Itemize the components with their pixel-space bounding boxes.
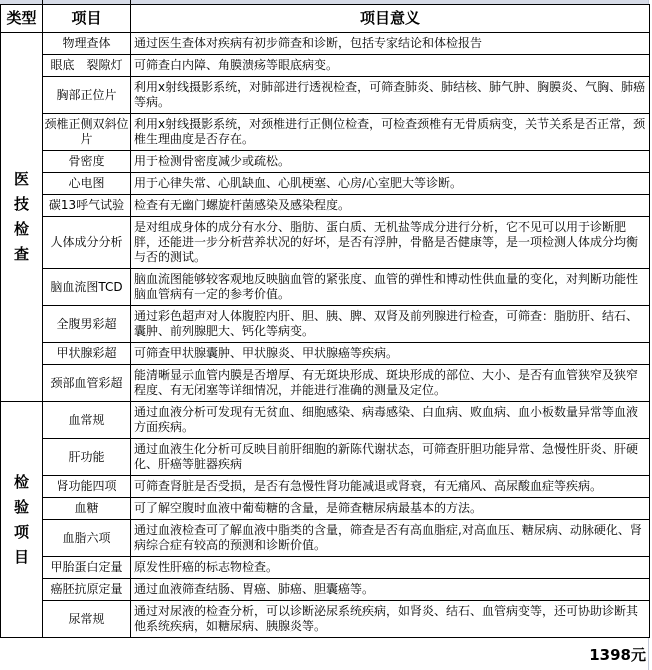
category-label: 医技检查 (13, 170, 29, 263)
table-row (1, 114, 650, 151)
table-row (1, 520, 650, 557)
table-row (1, 601, 650, 638)
meaning-cell: 检查有无幽门螺旋杆菌感染及感染程度。 (131, 195, 650, 217)
meaning-cell: 通过血液检查可了解血液中脂类的含量，筛查是否有高血脂症,对高血压、糖尿病、动脉硬化、肾病综合症有较高的预测和诊断价值。 (131, 520, 650, 557)
item-cell: 血脂六项 (43, 520, 131, 557)
table-row (1, 173, 650, 195)
meaning-cell: 能清晰显示血管内膜是否增厚、有无斑块形成、斑块形成的部位、大小、是否有血管狭窄及狭窄程度、有无闭塞等详细情况，并能进行准确的测量及定位。 (131, 365, 650, 402)
item-cell: 肝功能 (43, 439, 131, 476)
table-row (1, 476, 650, 498)
item-cell: 颈部血管彩超 (43, 365, 131, 402)
table-row (1, 343, 650, 365)
header-row (1, 5, 650, 33)
item-cell: 物理查体 (43, 33, 131, 55)
header-item: 项目 (43, 5, 131, 33)
table-row (1, 77, 650, 114)
item-cell: 心电图 (43, 173, 131, 195)
category-cell-medtech (1, 33, 43, 402)
table-row (1, 151, 650, 173)
meaning-cell: 利用x射线摄影系统，对肺部进行透视检查，可筛查肺炎、肺结核、肺气肿、胸膜炎、气胸、肺癌等病。 (131, 77, 650, 114)
item-cell: 脑血流图TCD (43, 269, 131, 306)
item-cell: 胸部正位片 (43, 77, 131, 114)
table-row (1, 557, 650, 579)
table-row (1, 306, 650, 343)
table-row (1, 498, 650, 520)
meaning-cell: 用于心律失常、心肌缺血、心肌梗塞、心房/心室肥大等诊断。 (131, 173, 650, 195)
table-row (1, 33, 650, 55)
checkup-items-table (0, 4, 650, 638)
item-cell: 人体成分分析 (43, 217, 131, 269)
item-cell: 血糖 (43, 498, 131, 520)
table-row (1, 365, 650, 402)
meaning-cell: 可筛查白内障、角膜溃疡等眼底病变。 (131, 55, 650, 77)
table-row (1, 439, 650, 476)
meaning-cell: 通过医生查体对疾病有初步筛查和诊断，包括专家结论和体检报告 (131, 33, 650, 55)
meaning-cell: 通过血液生化分析可反映目前肝细胞的新陈代谢状态，可筛查肝胆功能异常、急慢性肝炎、肝硬化、肝癌等脏器疾病 (131, 439, 650, 476)
meaning-cell: 通过血液筛查结肠、胃癌、肺癌、胆囊癌等。 (131, 579, 650, 601)
header-meaning: 项目意义 (131, 5, 650, 33)
item-cell: 肾功能四项 (43, 476, 131, 498)
meaning-cell: 通过血液分析可发现有无贫血、细胞感染、病毒感染、白血病、败血病、血小板数量异常等血液方面疾病。 (131, 402, 650, 439)
meaning-cell: 原发性肝癌的标志物检查。 (131, 557, 650, 579)
category-label: 检验项目 (13, 472, 29, 566)
item-cell: 骨密度 (43, 151, 131, 173)
meaning-cell: 利用x射线摄影系统，对颈椎进行正侧位检查，可检查颈椎有无骨质病变，关节关系是否正常，颈椎生理曲度是否存在。 (131, 114, 650, 151)
table-row (1, 402, 650, 439)
item-cell: 癌胚抗原定量 (43, 579, 131, 601)
meaning-cell: 通过对尿液的检查分析，可以诊断泌尿系统疾病，如肾炎、结石、血管病变等，还可协助诊断其他系统疾病，如糖尿病、胰腺炎等。 (131, 601, 650, 638)
item-cell: 全腹男彩超 (43, 306, 131, 343)
meaning-cell: 用于检测骨密度减少或疏松。 (131, 151, 650, 173)
item-cell: 血常规 (43, 402, 131, 439)
meaning-cell: 可了解空腹时血液中葡萄糖的含量，是筛查糖尿病最基本的方法。 (131, 498, 650, 520)
table-row (1, 579, 650, 601)
item-cell: 甲胎蛋白定量 (43, 557, 131, 579)
item-cell: 尿常规 (43, 601, 131, 638)
meaning-cell: 脑血流图能够较客观地反映脑血管的紧张度、血管的弹性和博动性供血量的变化，对判断功能性脑血管病有一定的参考价值。 (131, 269, 650, 306)
meaning-cell: 是对组成身体的成分有水分、脂肪、蛋白质、无机盐等成分进行分析，它不见可以用于诊断肥胖，还能进一步分析营养状况的好坏，是否有浮肿，骨骼是否健康等，是一项检测人体成分均衡与否的测试。 (131, 217, 650, 269)
item-cell: 眼底 裂隙灯 (43, 55, 131, 77)
table-row (1, 217, 650, 269)
total-price: 1398元 (589, 646, 646, 664)
header-type: 类型 (1, 5, 43, 33)
meaning-cell: 可筛查甲状腺囊肿、甲状腺炎、甲状腺癌等疾病。 (131, 343, 650, 365)
item-cell: 碳13呼气试验 (43, 195, 131, 217)
meaning-cell: 可筛查肾脏是否受损，是否有急慢性肾功能减退或肾衰，有无痛风、高尿酸血症等疾病。 (131, 476, 650, 498)
item-cell: 甲状腺彩超 (43, 343, 131, 365)
table-row (1, 55, 650, 77)
item-cell: 颈椎正侧双斜位片 (43, 114, 131, 151)
meaning-cell: 通过彩色超声对人体腹腔内肝、胆、胰、脾、双肾及前列腺进行检查，可筛查：脂肪肝、结石、囊肿、前列腺肥大、钙化等病变。 (131, 306, 650, 343)
table-row (1, 195, 650, 217)
table-row (1, 269, 650, 306)
category-cell-labtests (1, 402, 43, 638)
